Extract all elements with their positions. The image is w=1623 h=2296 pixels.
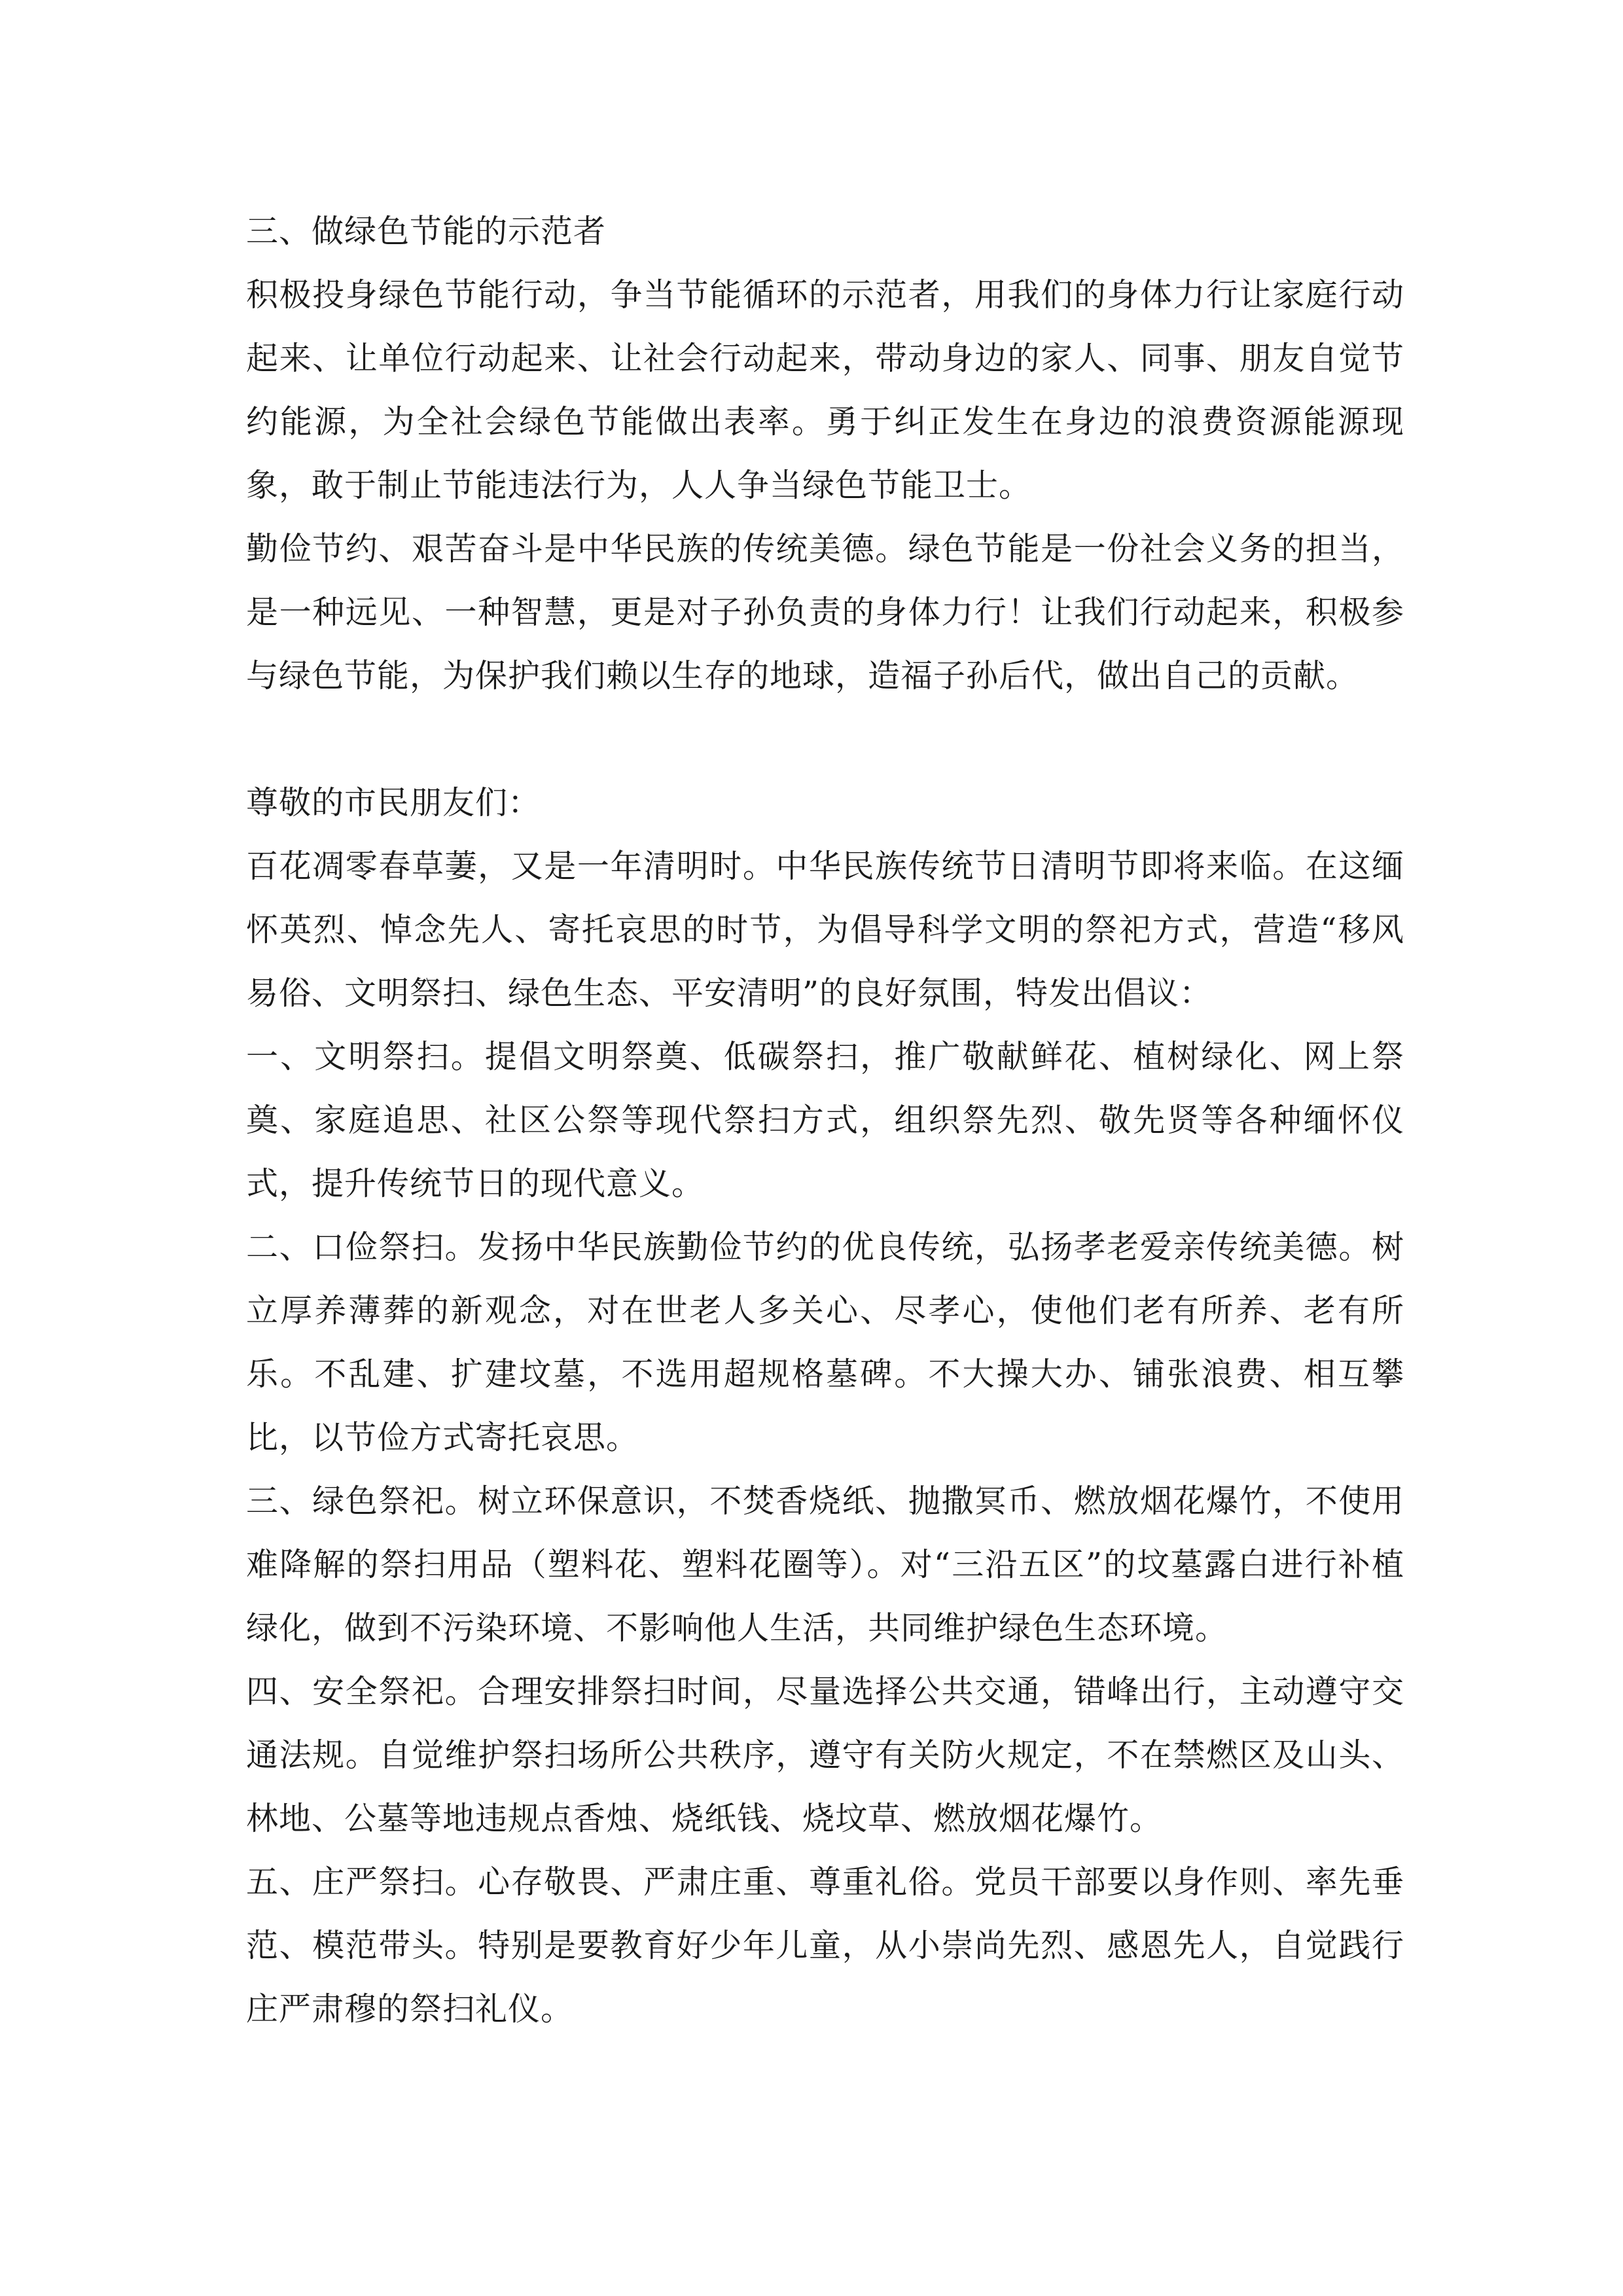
list-item: 一、文明祭扫。提倡文明祭奠、低碳祭扫，推广敬献鲜花、植树绿化、网上祭奠、家庭追思、社区公祭等现代祭扫方式，组织祭先烈、敬先贤等各种缅怀仪式，提升传统节日的现代意义。 <box>246 1038 1404 1202</box>
section-heading: 三、做绿色节能的示范者 <box>246 213 607 250</box>
list-item: 三、绿色祭祀。树立环保意识，不焚香烧纸、抛撒冥币、燃放烟花爆竹，不使用难降解的祭扫用品（塑料花、塑料花圈等）。对“三沿五区”的坟墓露白进行补植绿化，做到不污染环境、不影响他人生活，共同维护绿色生态环境。 <box>246 1482 1404 1647</box>
paragraph: 百花凋零春草萋，又是一年清明时。中华民族传统节日清明节即将来临。在这缅怀英烈、悼念先人、寄托哀思的时节，为倡导科学文明的祭祀方式，营造“移风易俗、文明祭扫、绿色生态、平安清明”的良好氛围，特发出倡议： <box>246 848 1404 1012</box>
greeting: 尊敬的市民朋友们： <box>246 784 541 821</box>
paragraph-spacer <box>246 708 1404 771</box>
list-item: 二、口俭祭扫。发扬中华民族勤俭节约的优良传统，弘扬孝老爱亲传统美德。树立厚养薄葬的新观念，对在世老人多关心、尽孝心，使他们老有所养、老有所乐。不乱建、扩建坟墓，不选用超规格墓碑。不大操大办、铺张浪费、相互攀比，以节俭方式寄托哀思。 <box>246 1229 1404 1456</box>
paragraph: 勤俭节约、艰苦奋斗是中华民族的传统美德。绿色节能是一份社会义务的担当，是一种远见、一种智慧，更是对子孙负责的身体力行！让我们行动起来，积极参与绿色节能，为保护我们赖以生存的地球，造福子孙后代，做出自己的贡献。 <box>246 530 1404 694</box>
list-item: 五、庄严祭扫。心存敬畏、严肃庄重、尊重礼俗。党员干部要以身作则、率先垂范、模范带头。特别是要教育好少年儿童，从小崇尚先烈、感恩先人，自觉践行庄严肃穆的祭扫礼仪。 <box>246 1863 1404 2028</box>
paragraph: 积极投身绿色节能行动，争当节能循环的示范者，用我们的身体力行让家庭行动起来、让单位行动起来、让社会行动起来，带动身边的家人、同事、朋友自觉节约能源，为全社会绿色节能做出表率。勇于纠正发生在身边的浪费资源能源现象，敢于制止节能违法行为，人人争当绿色节能卫士。 <box>246 276 1404 504</box>
document-body <box>246 200 1404 2041</box>
list-item: 四、安全祭祀。合理安排祭扫时间，尽量选择公共交通，错峰出行，主动遵守交通法规。自觉维护祭扫场所公共秩序，遵守有关防火规定，不在禁燃区及山头、林地、公墓等地违规点香烛、烧纸钱、烧坟草、燃放烟花爆竹。 <box>246 1673 1404 1837</box>
